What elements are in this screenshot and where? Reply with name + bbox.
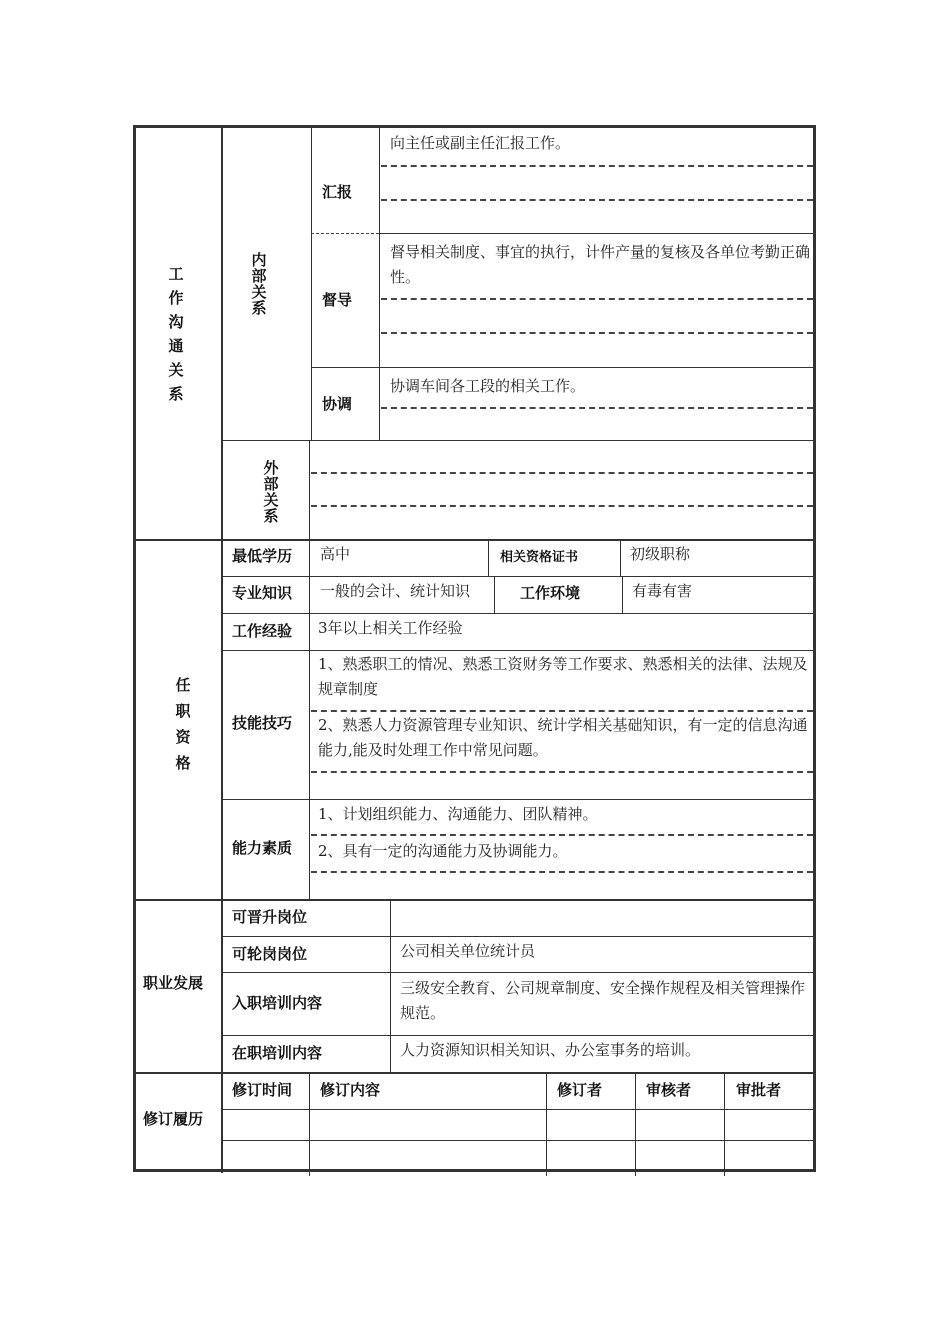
divider bbox=[620, 539, 621, 576]
revision-header-content: 修订内容 bbox=[320, 1081, 381, 1099]
divider bbox=[221, 1035, 815, 1036]
dashed-line bbox=[381, 407, 813, 409]
coordinate-label: 协调 bbox=[322, 395, 353, 413]
divider bbox=[494, 576, 495, 613]
dashed-line bbox=[381, 332, 813, 334]
divider bbox=[488, 539, 489, 576]
divider bbox=[309, 440, 310, 539]
dashed-line bbox=[311, 472, 813, 474]
skill-item: 2、熟悉人力资源管理专业知识、统计学相关基础知识，有一定的信息沟通能力,能及时处理工作中常见问题。 bbox=[318, 716, 808, 759]
promotion-label: 可晋升岗位 bbox=[232, 908, 308, 926]
divider bbox=[221, 936, 815, 937]
career-section-label: 职业发展 bbox=[143, 974, 204, 992]
ability-label: 能力素质 bbox=[232, 839, 293, 857]
knowledge-label: 专业知识 bbox=[232, 584, 293, 602]
environment-value: 有毒有害 bbox=[632, 582, 693, 600]
rotation-label: 可轮岗岗位 bbox=[232, 945, 308, 963]
external-relations-label: 外部关系 bbox=[263, 459, 279, 525]
experience-label: 工作经验 bbox=[232, 622, 293, 640]
divider bbox=[390, 900, 391, 1072]
rotation-value: 公司相关单位统计员 bbox=[400, 942, 536, 960]
divider bbox=[311, 233, 379, 234]
inservice-label: 在职培训内容 bbox=[232, 1044, 323, 1062]
experience-value: 3年以上相关工作经验 bbox=[318, 619, 463, 637]
divider bbox=[724, 1072, 725, 1176]
divider bbox=[221, 799, 815, 800]
divider bbox=[379, 233, 815, 234]
divider bbox=[221, 440, 815, 441]
coordinate-text: 协调车间各工段的相关工作。 bbox=[390, 377, 586, 395]
divider bbox=[309, 539, 310, 899]
education-value: 高中 bbox=[320, 545, 351, 563]
knowledge-value: 一般的会计、统计知识 bbox=[320, 582, 471, 600]
dashed-line bbox=[381, 165, 813, 167]
supervise-text: 督导相关制度、事宜的执行，计件产量的复核及各单位考勤正确性。 bbox=[390, 243, 811, 286]
divider bbox=[311, 127, 312, 440]
dashed-line bbox=[381, 199, 813, 201]
divider bbox=[221, 1140, 815, 1141]
revision-header-time: 修订时间 bbox=[232, 1081, 293, 1099]
divider bbox=[133, 1072, 816, 1074]
divider bbox=[133, 539, 816, 541]
report-text: 向主任或副主任汇报工作。 bbox=[390, 134, 571, 152]
divider bbox=[546, 1072, 547, 1176]
revision-header-reviser: 修订者 bbox=[557, 1081, 603, 1099]
ability-item: 2、具有一定的沟通能力及协调能力。 bbox=[318, 842, 568, 860]
ability-item: 1、计划组织能力、沟通能力、团队精神。 bbox=[318, 805, 598, 823]
communication-section-label: 工作沟通关系 bbox=[168, 265, 184, 403]
education-label: 最低学历 bbox=[232, 547, 293, 565]
divider bbox=[622, 576, 623, 613]
dashed-line bbox=[311, 834, 813, 836]
report-label: 汇报 bbox=[322, 183, 353, 201]
revision-header-reviewer: 审核者 bbox=[646, 1081, 692, 1099]
dashed-line bbox=[311, 710, 813, 712]
divider bbox=[221, 1109, 815, 1110]
divider bbox=[309, 1072, 310, 1176]
divider bbox=[221, 972, 815, 973]
supervise-label: 督导 bbox=[322, 291, 353, 309]
dashed-line bbox=[311, 505, 813, 507]
dashed-line bbox=[381, 298, 813, 300]
revision-section-label: 修订履历 bbox=[143, 1110, 204, 1128]
qualification-section-label: 任职资格 bbox=[175, 676, 191, 772]
environment-label: 工作环境 bbox=[520, 584, 581, 602]
skills-label: 技能技巧 bbox=[232, 714, 293, 732]
inservice-value: 人力资源知识相关知识、办公室事务的培训。 bbox=[400, 1041, 701, 1059]
onboarding-value: 三级安全教育、公司规章制度、安全操作规程及相关管理操作规范。 bbox=[400, 979, 806, 1022]
dashed-line bbox=[311, 871, 813, 873]
certificate-label: 相关资格证书 bbox=[500, 550, 579, 565]
revision-header-approver: 审批者 bbox=[736, 1081, 782, 1099]
divider bbox=[379, 127, 380, 440]
divider bbox=[133, 899, 816, 901]
divider bbox=[221, 576, 815, 577]
internal-relations-label: 内部关系 bbox=[251, 251, 267, 317]
skill-item: 1、熟悉职工的情况、熟悉工资财务等工作要求、熟悉相关的法律、法规及规章制度 bbox=[318, 655, 808, 698]
certificate-value: 初级职称 bbox=[630, 545, 691, 563]
divider bbox=[221, 613, 815, 614]
divider bbox=[311, 367, 815, 368]
onboarding-label: 入职培训内容 bbox=[232, 994, 323, 1012]
divider bbox=[635, 1072, 636, 1176]
dashed-line bbox=[311, 771, 813, 773]
divider bbox=[221, 650, 815, 651]
